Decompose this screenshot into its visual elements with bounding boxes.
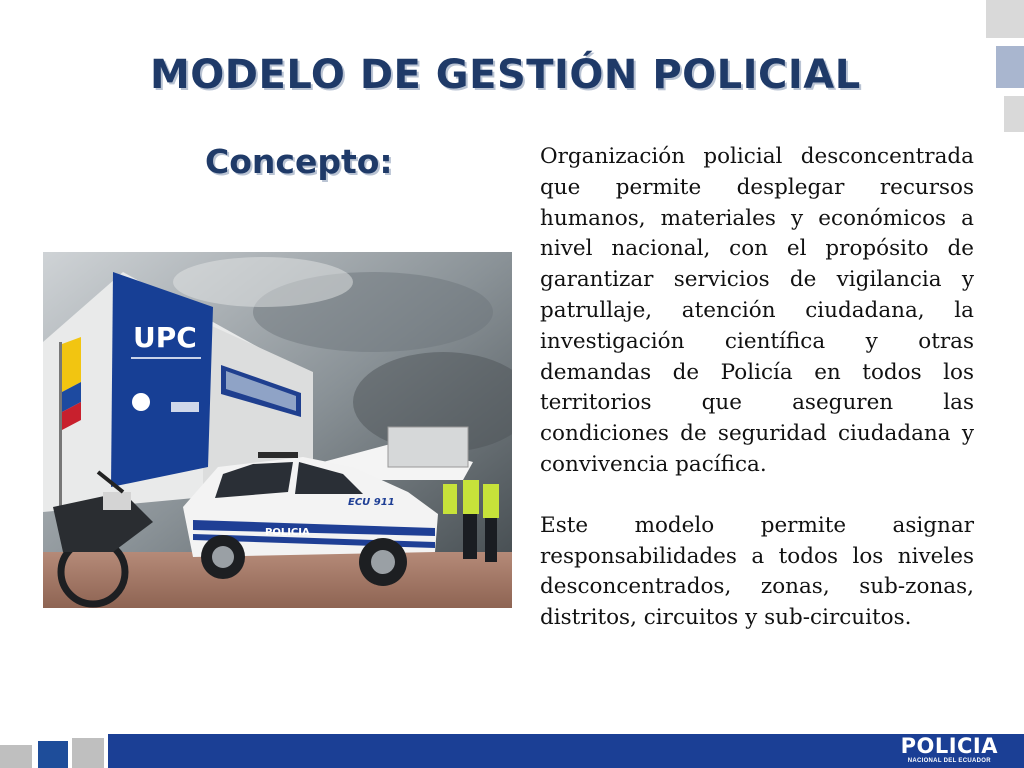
corner-decor-square [986, 0, 1024, 38]
footer-decor-square [38, 741, 68, 768]
slide-subtitle: Concepto: [205, 142, 393, 181]
footer-decor-square [0, 745, 32, 768]
body-text [540, 142, 974, 664]
building-sign-text: UPC [133, 321, 197, 354]
brand-name: POLICIA [900, 734, 998, 758]
paragraph-1: Organización policial desconcentrada que permite desplegar recursos humanos, materiales y económicos a nivel nacional, con el propósito de garantizar servicios de vigilancia y patrullaje, atención ciudadana, la investigación científica y otras demandas de Policía en todos los territorios que aseguren las condiciones de seguridad ciudadana y convivencia pacífica. [540, 144, 974, 477]
car-label-text: POLICIA [265, 527, 310, 538]
slide-title: MODELO DE GESTIÓN POLICIAL [150, 52, 861, 98]
corner-decor-square [996, 46, 1024, 88]
brand-subtitle: NACIONAL DEL ECUADOR [907, 758, 991, 764]
footer-bar [108, 734, 1024, 768]
corner-decor-square [1004, 96, 1024, 132]
footer-decor-square [72, 738, 104, 768]
police-logo [901, 734, 998, 765]
paragraph-2: Este modelo permite asignar responsabilidades a todos los niveles desconcentrados, zonas, sub-zonas, distritos, circuitos y sub-circuitos. [540, 512, 974, 631]
car-number-text: ECU 911 [348, 497, 395, 508]
police-station-photo [43, 252, 512, 608]
